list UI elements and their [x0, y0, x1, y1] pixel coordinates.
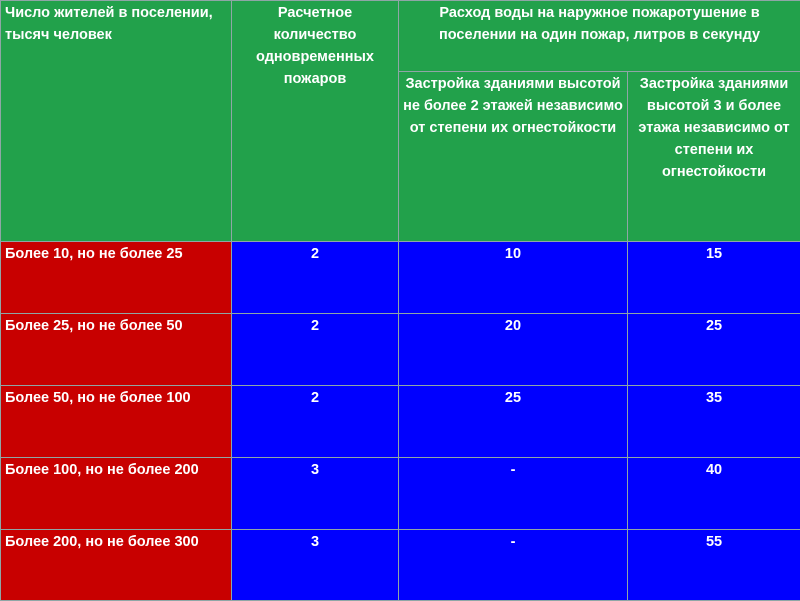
fires-value: 2 [232, 242, 399, 314]
table-row [1, 530, 800, 601]
high-rise-value: 35 [628, 386, 800, 458]
row-label: Более 50, но не более 100 [1, 386, 232, 458]
high-rise-value: 15 [628, 242, 800, 314]
header-population: Число жителей в поселении, тысяч человек [1, 1, 232, 242]
header-high-rise: Застройка зданиями высотой 3 и более этажа независимо от степени их огнестойкости [628, 72, 800, 242]
fires-value: 3 [232, 530, 399, 601]
high-rise-value: 25 [628, 314, 800, 386]
header-fire-count: Расчетное количество одновременных пожаров [232, 1, 399, 242]
row-label: Более 200, но не более 300 [1, 530, 232, 601]
table-row [1, 314, 800, 386]
row-label: Более 100, но не более 200 [1, 458, 232, 530]
table-row [1, 386, 800, 458]
table-row [1, 458, 800, 530]
header-low-rise: Застройка зданиями высотой не более 2 этажей независимо от степени их огнестойкости [399, 72, 628, 242]
high-rise-value: 40 [628, 458, 800, 530]
low-rise-value: 20 [399, 314, 628, 386]
high-rise-value: 55 [628, 530, 800, 601]
low-rise-value: 25 [399, 386, 628, 458]
header-water-consumption: Расход воды на наружное пожаротушение в поселении на один пожар, литров в секунду [399, 1, 800, 72]
low-rise-value: - [399, 458, 628, 530]
fires-value: 2 [232, 314, 399, 386]
row-label: Более 25, но не более 50 [1, 314, 232, 386]
low-rise-value: - [399, 530, 628, 601]
row-label: Более 10, но не более 25 [1, 242, 232, 314]
fires-value: 3 [232, 458, 399, 530]
table-row [1, 242, 800, 314]
fires-value: 2 [232, 386, 399, 458]
low-rise-value: 10 [399, 242, 628, 314]
